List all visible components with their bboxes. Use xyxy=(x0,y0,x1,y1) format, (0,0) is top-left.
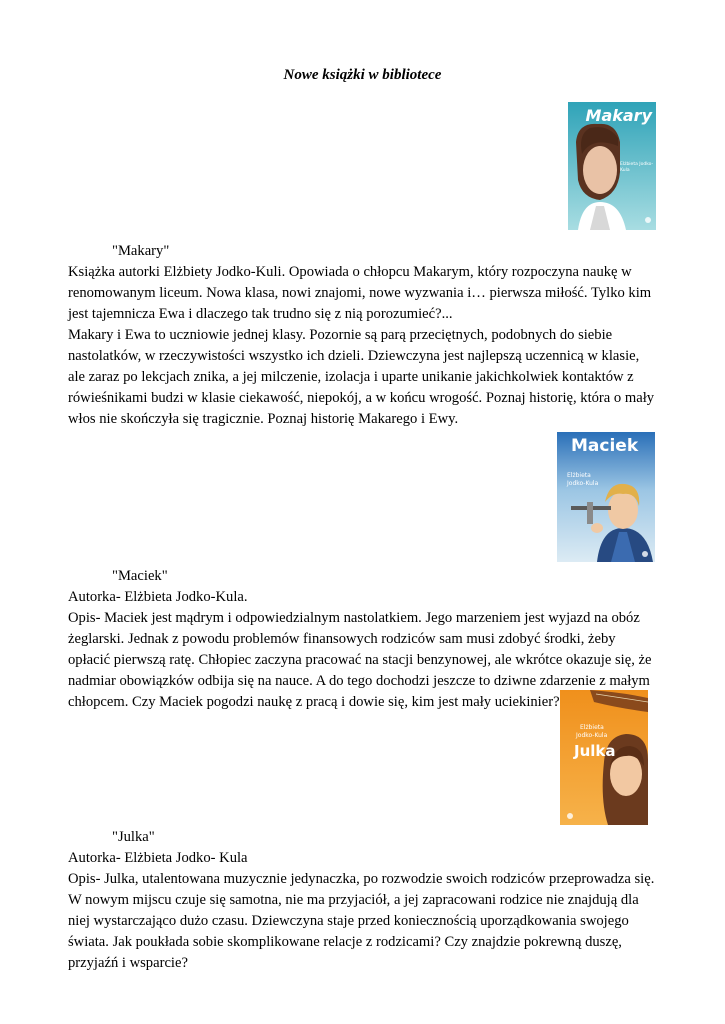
cover-author-julka-line2: Jodko-Kula xyxy=(576,732,608,739)
cover-title-julka: Julka xyxy=(574,742,616,760)
book-heading-makary: "Makary" xyxy=(112,243,170,259)
book-heading-julka: "Julka" xyxy=(112,829,155,845)
book-section-makary xyxy=(68,241,658,430)
book-cover-julka xyxy=(560,690,648,825)
cover-author-maciek-line2: Jodko-Kula xyxy=(567,480,599,487)
book-cover-makary xyxy=(568,102,656,230)
cover-author-maciek-line1: Elżbieta xyxy=(567,472,591,479)
book-section-julka xyxy=(68,827,658,974)
page-title: Nowe książki w bibliotece xyxy=(283,67,442,83)
book-heading-maciek: "Maciek" xyxy=(112,568,168,584)
book-paragraph: Książka autorki Elżbiety Jodko-Kuli. Opowiada o chłopcu Makarym, który rozpoczyna naukę w renomowanym liceum. Nowa klasa, nowi znajomi, nowe wyzwania i… pierwsza miłość. Tylko kim jest tajemnicza Ewa i dlaczego tak trudno się z nią porozumieć?... xyxy=(68,264,652,322)
book-paragraph: Opis- Julka, utalentowana muzycznie jedynaczka, po rozwodzie swoich rodziców przeprowadza się. W nowym mijscu czuje się samotna, nie ma przyjaciół, a jej zapracowani rodzice nie znajdują dla niej wystarczająco dużo czasu. Dziewczyna staje przed koniecznością uporządkowania swojego świata. Jak poukłada sobie skomplikowane relacje z rodzicami? Czy znajdzie pokrewną duszę, przyjaźń i wsparcie? xyxy=(68,871,655,971)
cover-author-makary: Elżbieta Jodko-Kula xyxy=(620,162,654,173)
cover-title-maciek: Maciek xyxy=(571,436,639,456)
cover-title-makary: Makary xyxy=(585,106,652,125)
book-paragraph: Autorka- Elżbieta Jodko-Kula. xyxy=(68,589,248,605)
book-paragraph: Autorka- Elżbieta Jodko- Kula xyxy=(68,850,248,866)
book-cover-maciek xyxy=(557,432,655,562)
book-paragraph: Opis- Maciek jest mądrym i odpowiedzialnym nastolatkiem. Jego marzeniem jest wyjazd na obóz żeglarski. Jednak z powodu problemów finansowych rodziców sam musi zdobyć środki, żeby opłacić pierwszą ratę. Chłopiec zaczyna pracować na stacji benzynowej, ale wkrótce okazuje się, że nadmiar obowiązków odbija się na nauce. A do tego dochodzi jeszcze to dziwne zdarzenie z małym chłopcem. Czy Maciek pogodzi naukę z pracą i dowie się, kim jest mały uciekinier? xyxy=(68,610,652,710)
book-paragraph: Makary i Ewa to uczniowie jednej klasy. Pozornie są parą przeciętnych, podobnych do siebie nastolatków, w rzeczywistości wszystko ich dzieli. Dziewczyna jest najlepszą uczennicą w klasie, ale zaraz po lekcjach znika, a jej milczenie, izolacja i uparte unikanie jakichkolwiek kontaktów z rówieśnikami budzi w klasie ciekawość, niepokój, a w końcu wrogość. Poznaj historię, która o mały włos nie skończyła się tragicznie. Poznaj historię Makarego i Ewy. xyxy=(68,327,655,427)
cover-author-julka-line1: Elżbieta xyxy=(580,724,604,731)
